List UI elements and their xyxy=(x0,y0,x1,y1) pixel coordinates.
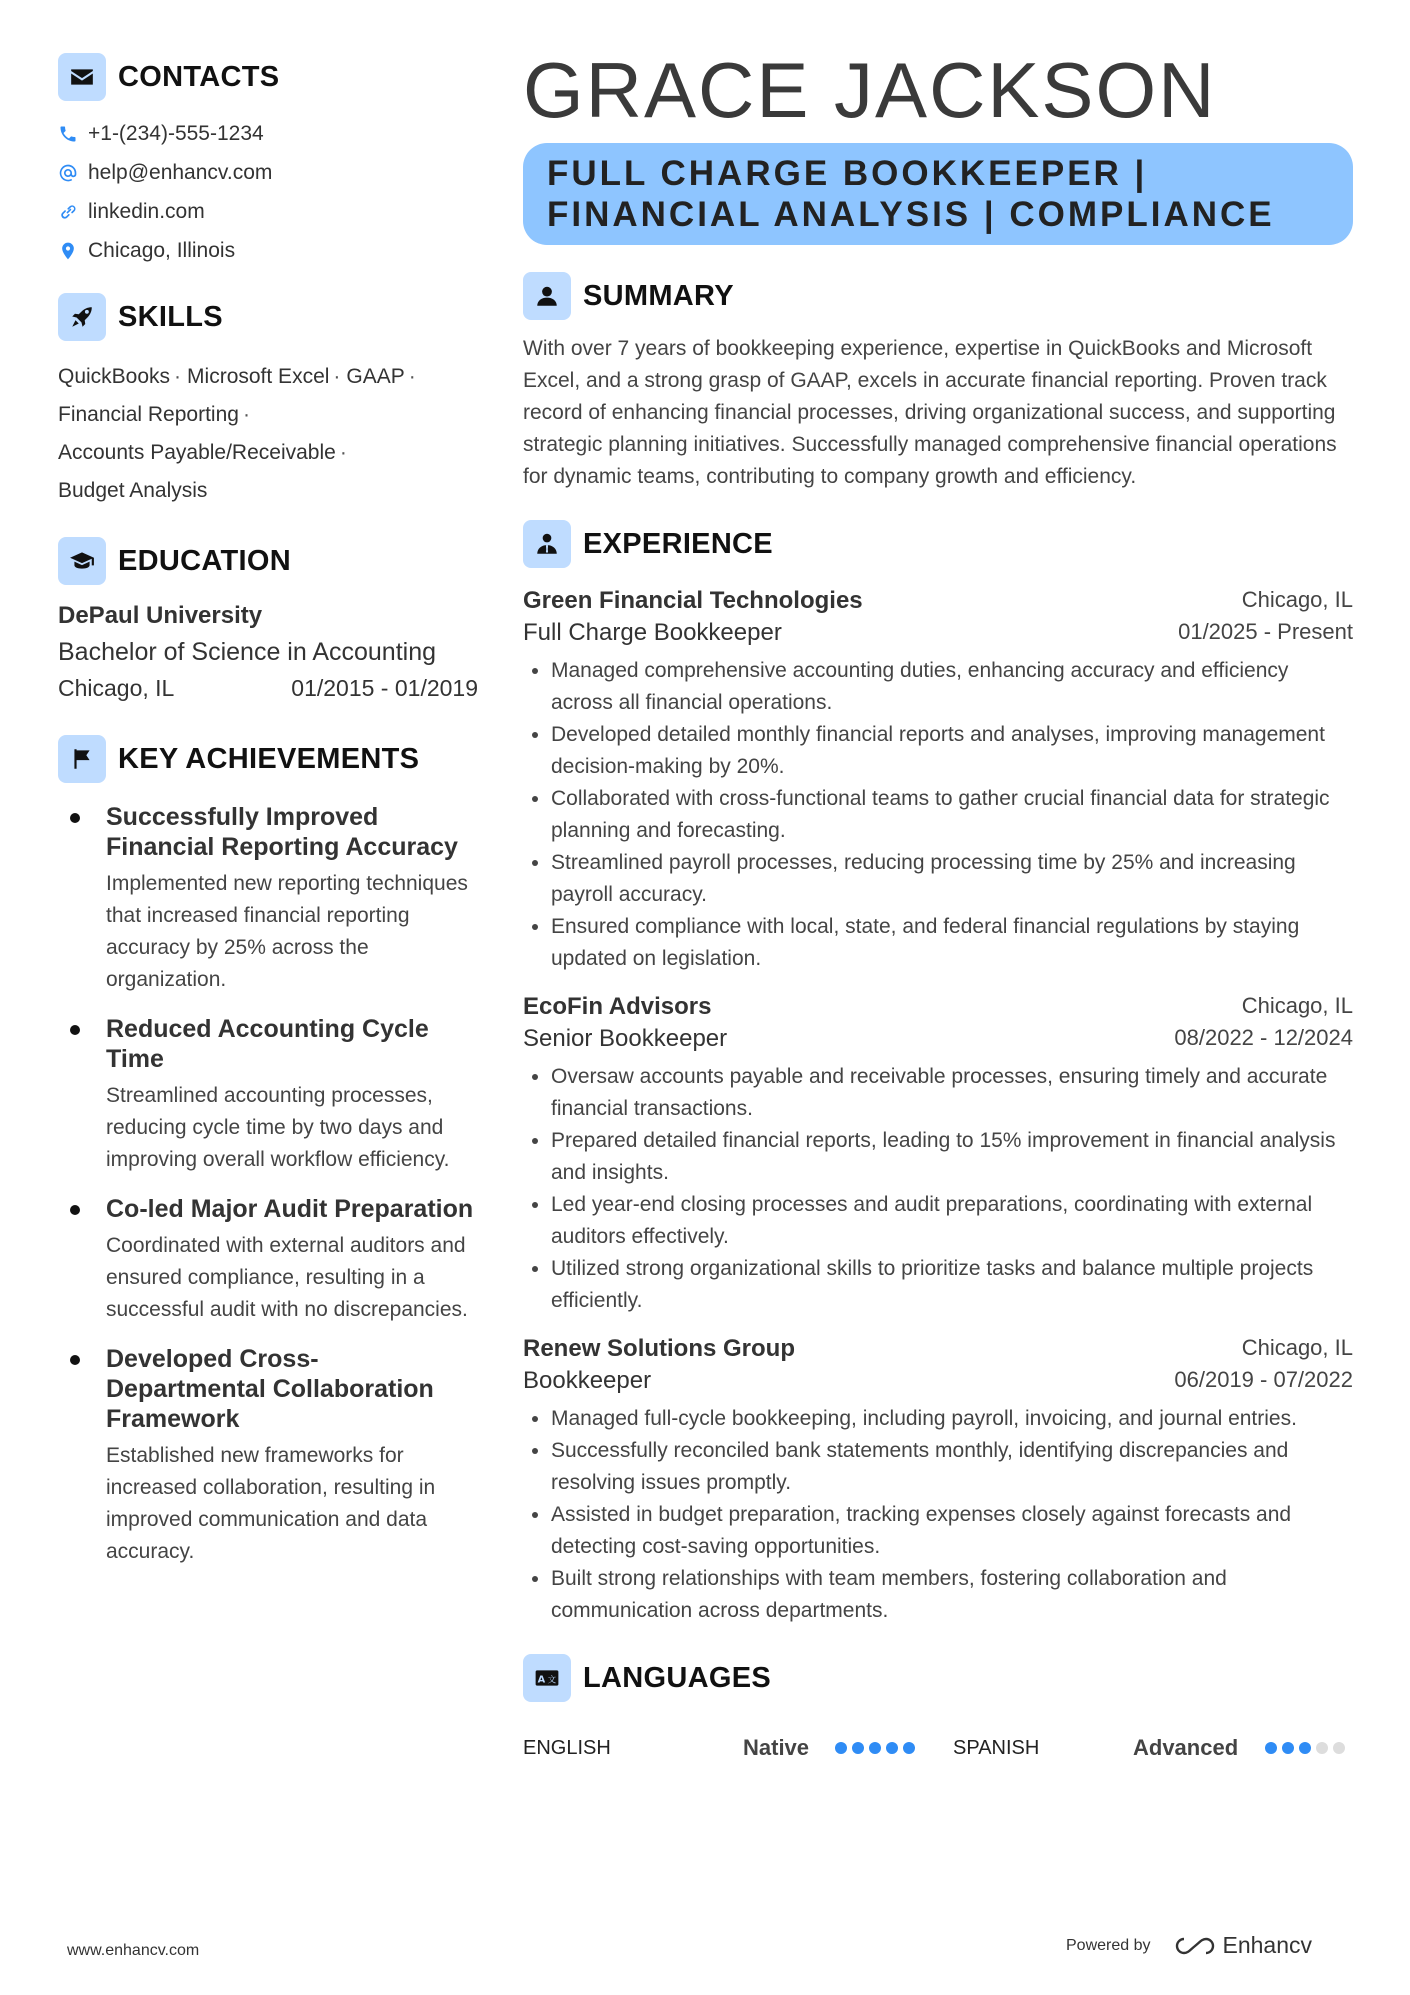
education-title: EDUCATION xyxy=(118,544,291,577)
achievement-item xyxy=(58,1014,478,1176)
link-icon xyxy=(58,202,78,222)
job-entry xyxy=(523,993,1353,1317)
contact-phone[interactable] xyxy=(58,114,478,153)
job-title: Senior Bookkeeper xyxy=(523,1025,728,1052)
rating-dot xyxy=(1299,1742,1311,1754)
job-location: Chicago, IL xyxy=(1241,587,1353,612)
brand-logo[interactable] xyxy=(1173,1932,1313,1959)
job-dates: 08/2022 - 12/2024 xyxy=(1174,1025,1353,1050)
achievement-desc: Coordinated with external auditors and ensured compliance, resulting in a successful audit with no discrepancies. xyxy=(106,1234,468,1321)
job-company: EcoFin Advisors xyxy=(523,993,712,1020)
experience-title: EXPERIENCE xyxy=(583,527,773,560)
rating-dot xyxy=(835,1742,847,1754)
education-meta xyxy=(58,675,478,702)
at-sign-icon xyxy=(58,163,78,183)
skills-header xyxy=(58,292,478,342)
skill-separator: · xyxy=(174,365,182,388)
job-location: Chicago, IL xyxy=(1241,993,1353,1018)
phone-icon xyxy=(58,124,78,144)
job-bullet: • Managed comprehensive accounting duties, enhancing accuracy and efficiency across all financial operations. xyxy=(551,655,1353,719)
rocket-icon xyxy=(58,293,106,341)
experience-header xyxy=(523,519,1353,569)
footer-branding xyxy=(1066,1932,1312,1959)
location-text: Chicago, Illinois xyxy=(88,238,236,262)
rating-dot xyxy=(1333,1742,1345,1754)
job-bullet: • Ensured compliance with local, state, and federal financial regulations by staying updated on legislation. xyxy=(551,911,1353,975)
languages-title: LANGUAGES xyxy=(583,1661,771,1694)
graduation-cap-icon xyxy=(58,537,106,585)
achievement-item xyxy=(58,1344,478,1568)
job-company: Renew Solutions Group xyxy=(523,1335,796,1362)
candidate-name: GRACE JACKSON xyxy=(523,46,1217,134)
flag-icon xyxy=(58,735,106,783)
job-bullet: • Oversaw accounts payable and receivable processes, ensuring timely and accurate financial transactions. xyxy=(551,1061,1353,1125)
job-entry xyxy=(523,1335,1353,1627)
svg-text:文: 文 xyxy=(547,1675,557,1686)
achievement-desc: Implemented new reporting techniques that increased financial reporting accuracy by 25% across the organization. xyxy=(106,872,468,991)
achievement-desc: Streamlined accounting processes, reducing cycle time by two days and improving overall workflow efficiency. xyxy=(106,1084,450,1171)
skill-item: Microsoft Excel xyxy=(187,365,330,388)
language-item xyxy=(523,1735,953,1761)
languages-list xyxy=(523,1735,1353,1761)
job-bullet: • Developed detailed monthly financial reports and analyses, improving management decision-making by 20%. xyxy=(551,719,1353,783)
skill-item: QuickBooks xyxy=(58,365,171,388)
summary-title: SUMMARY xyxy=(583,279,734,312)
achievement-title: Developed Cross-Departmental Collaboration Framework xyxy=(106,1345,434,1433)
svg-text:A: A xyxy=(537,1674,546,1686)
powered-by-label: Powered by xyxy=(1066,1936,1151,1954)
skill-item: Budget Analysis xyxy=(58,479,208,502)
skills-title: SKILLS xyxy=(118,300,223,333)
education-location: Chicago, IL xyxy=(58,675,175,701)
language-item xyxy=(953,1735,1353,1761)
contact-location xyxy=(58,231,478,270)
achievement-item xyxy=(58,1194,478,1326)
contact-list xyxy=(58,114,478,270)
job-bullet: • Built strong relationships with team members, fostering collaboration and communication across departments. xyxy=(551,1563,1353,1627)
headline-banner: FULL CHARGE BOOKKEEPER | FINANCIAL ANALYSIS | COMPLIANCE xyxy=(523,143,1353,245)
rating-dot xyxy=(1282,1742,1294,1754)
person-icon xyxy=(523,272,571,320)
contact-email[interactable] xyxy=(58,153,478,192)
job-entry xyxy=(523,587,1353,975)
language-name: SPANISH xyxy=(953,1736,1040,1759)
language-level: Native xyxy=(743,1735,810,1760)
achievement-title: Reduced Accounting Cycle Time xyxy=(106,1015,429,1073)
rating-dot xyxy=(903,1742,915,1754)
achievement-item xyxy=(58,802,478,996)
job-company: Green Financial Technologies xyxy=(523,587,863,614)
rating-dot xyxy=(886,1742,898,1754)
language-level: Advanced xyxy=(1133,1735,1239,1760)
summary-header xyxy=(523,271,1353,321)
job-bullet: • Assisted in budget preparation, tracking expenses closely against forecasts and detecting cost-saving opportunities. xyxy=(551,1499,1353,1563)
education-dates: 01/2015 - 01/2019 xyxy=(291,675,478,701)
skill-separator: · xyxy=(242,403,250,426)
job-bullet: • Prepared detailed financial reports, leading to 15% improvement in financial analysis and insights. xyxy=(551,1125,1353,1189)
rating-dot xyxy=(852,1742,864,1754)
briefcase-person-icon xyxy=(523,520,571,568)
right-column xyxy=(523,45,1353,1761)
languages-header xyxy=(523,1653,1353,1703)
contacts-title: CONTACTS xyxy=(118,60,280,93)
skill-item: Accounts Payable/Receivable xyxy=(58,441,336,464)
job-bullet: • Utilized strong organizational skills to prioritize tasks and balance multiple projects efficiently. xyxy=(551,1253,1353,1317)
contacts-header xyxy=(58,52,478,102)
brand-name: Enhancv xyxy=(1222,1932,1313,1958)
job-dates: 06/2019 - 07/2022 xyxy=(1174,1367,1353,1392)
language-rating xyxy=(1265,1742,1345,1754)
job-bullet: • Collaborated with cross-functional teams to gather crucial financial data for strategic planning and forecasting. xyxy=(551,783,1353,847)
skill-separator: · xyxy=(408,365,416,388)
phone-text: +1-(234)-555-1234 xyxy=(88,121,264,145)
education-school: DePaul University xyxy=(58,602,263,629)
footer-website[interactable]: www.enhancv.com xyxy=(67,1942,200,1959)
translate-icon xyxy=(523,1654,571,1702)
skills-list xyxy=(58,358,478,510)
achievement-title: Successfully Improved Financial Reporting Accuracy xyxy=(106,803,458,861)
linkedin-text: linkedin.com xyxy=(88,199,205,223)
skill-item: Financial Reporting xyxy=(58,403,239,426)
contact-linkedin[interactable] xyxy=(58,192,478,231)
skill-item: GAAP xyxy=(346,365,405,388)
job-title: Bookkeeper xyxy=(523,1367,652,1394)
job-bullet: • Successfully reconciled bank statements monthly, identifying discrepancies and resolving issues promptly. xyxy=(551,1435,1353,1499)
envelope-icon xyxy=(58,53,106,101)
language-rating xyxy=(835,1742,915,1754)
job-dates: 01/2025 - Present xyxy=(1178,619,1353,644)
language-name: ENGLISH xyxy=(523,1736,611,1759)
achievements-title: KEY ACHIEVEMENTS xyxy=(118,742,420,775)
email-text: help@enhancv.com xyxy=(88,160,273,184)
education-header xyxy=(58,536,478,586)
left-column xyxy=(58,52,478,1586)
achievement-desc: Established new frameworks for increased collaboration, resulting in improved communication and data accuracy. xyxy=(106,1444,436,1563)
enhancv-logo-icon xyxy=(1173,1935,1217,1957)
job-bullet: • Managed full-cycle bookkeeping, including payroll, invoicing, and journal entries. xyxy=(551,1403,1353,1435)
location-pin-icon xyxy=(58,241,78,261)
job-bullets xyxy=(523,1061,1353,1317)
skill-separator: · xyxy=(339,441,347,464)
education-degree: Bachelor of Science in Accounting xyxy=(58,638,437,666)
job-bullets xyxy=(523,655,1353,975)
job-location: Chicago, IL xyxy=(1241,1335,1353,1360)
skill-separator: · xyxy=(333,365,341,388)
job-bullet: • Led year-end closing processes and audit preparations, coordinating with external auditors effectively. xyxy=(551,1189,1353,1253)
achievements-header xyxy=(58,734,478,784)
job-title: Full Charge Bookkeeper xyxy=(523,619,782,646)
job-bullet: • Streamlined payroll processes, reducing processing time by 25% and increasing payroll accuracy. xyxy=(551,847,1353,911)
job-bullets xyxy=(523,1403,1353,1627)
rating-dot xyxy=(1316,1742,1328,1754)
rating-dot xyxy=(1265,1742,1277,1754)
rating-dot xyxy=(869,1742,881,1754)
summary-text: With over 7 years of bookkeeping experience, expertise in QuickBooks and Microsoft Excel, and a strong grasp of GAAP, excels in accurate financial reporting. Proven track record of enhancing financial processes, driving organizational success, and supporting strategic planning initiatives. Successfully managed comprehensive financial operations for dynamic teams, contributing to company growth and efficiency. xyxy=(523,337,1337,488)
achievements-list xyxy=(58,802,478,1568)
achievement-title: Co-led Major Audit Preparation xyxy=(106,1195,474,1223)
